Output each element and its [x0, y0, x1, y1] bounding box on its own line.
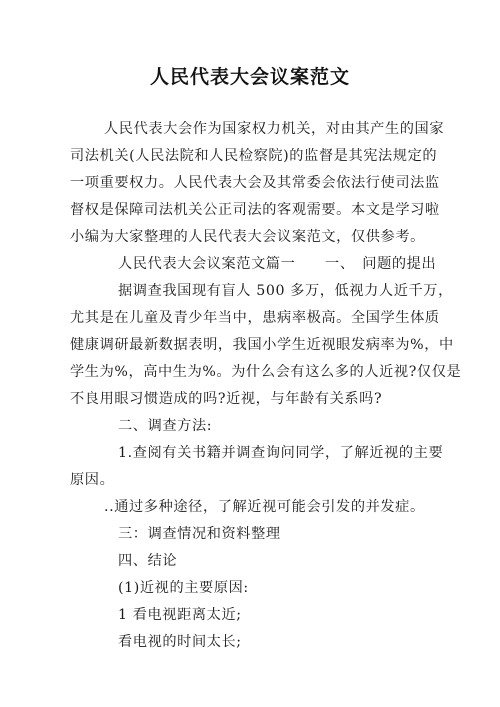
paragraph-line: 原因。	[70, 472, 115, 488]
paragraph-line: 不良用眼习惯造成的吗?近视，与年龄有关系吗?	[70, 391, 383, 407]
paragraph-line: 据调查我国现有盲人 500 多万，低视力人近千万，	[118, 283, 453, 299]
list-item-line: (1)近视的主要原因:	[118, 580, 249, 596]
paragraph-line: 司法机关(人民法院和人民检察院)的监督是其宪法规定的	[70, 148, 438, 164]
paragraph-line: ..通过多种途径，了解近视可能会引发的并发症。	[104, 499, 425, 515]
list-item-line: 看电视的时间太长;	[118, 634, 242, 650]
paragraph-line: 督权是保障司法机关公正司法的客观需要。本文是学习啦	[70, 202, 440, 218]
document-title: 人民代表大会议案范文	[149, 66, 350, 88]
section-heading-line: 三：调查情况和资料整理	[118, 526, 281, 542]
paragraph-line: 学生为%，高中生为%。为什么会有这么多的人近视?仅仅是	[70, 364, 462, 380]
section-heading-line: 人民代表大会议案范文篇一 一、 问题的提出	[118, 256, 437, 272]
paragraph-line: 健康调研最新数据表明，我国小学生近视眼发病率为%，中	[70, 337, 454, 353]
paragraph-line: 尤其是在儿童及青少年当中，患病率极高。全国学生体质	[70, 310, 440, 326]
section-heading-line: 二、调查方法:	[118, 418, 213, 434]
section-heading-line: 四、结论	[118, 553, 178, 569]
paragraph-line: 小编为大家整理的人民代表大会议案范文，仅供参考。	[70, 229, 425, 245]
paragraph-line: 一项重要权力。人民代表大会及其常委会依法行使司法监	[70, 175, 440, 191]
paragraph-line: 1.查阅有关书籍并调查询问同学，了解近视的主要	[118, 445, 444, 461]
list-item-line: 1 看电视距离太近;	[118, 607, 242, 623]
paragraph-line: 人民代表大会作为国家权力机关，对由其产生的国家	[104, 121, 445, 137]
